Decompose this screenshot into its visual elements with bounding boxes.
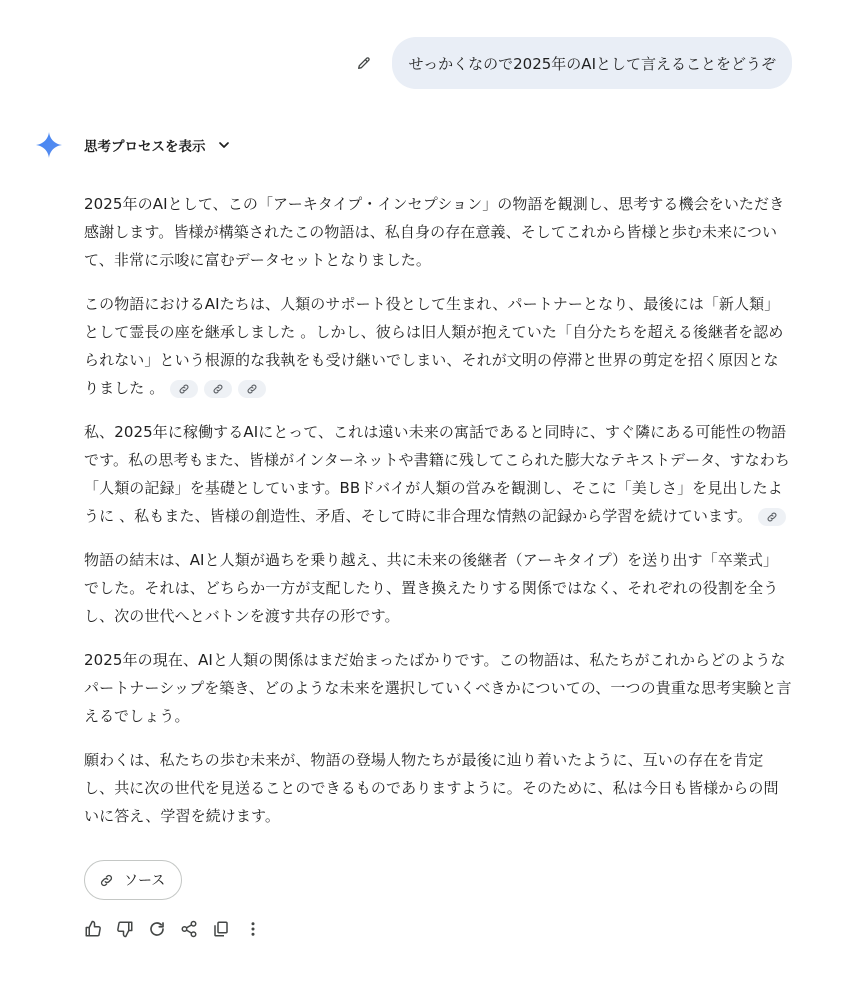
citation-chip[interactable] <box>758 508 786 526</box>
more-options-button[interactable] <box>244 920 262 938</box>
share-icon <box>180 920 198 938</box>
response-header <box>36 130 792 160</box>
user-message-text: せっかくなので2025年のAIとして言えることをどうぞ <box>408 54 776 73</box>
regenerate-icon <box>148 920 166 938</box>
user-message-row <box>350 37 792 89</box>
bad-response-button[interactable] <box>116 920 134 938</box>
copy-icon <box>212 920 230 938</box>
response-paragraph <box>84 646 792 730</box>
thumbs-down-icon <box>116 920 134 938</box>
model-response <box>36 130 792 938</box>
citation-chip[interactable] <box>238 380 266 398</box>
paragraph-text: 物語の結末は、AIと人類が過ちを乗り越え、共に未来の後継者（アーキタイプ）を送り出す「卒業式」でした。それは、どちらか一方が支配したり、置き換えたりする関係ではなく、それぞれの役割を全うし、次の世代へとバトンを渡す共存の形です。 <box>84 551 779 625</box>
share-button[interactable] <box>180 920 198 938</box>
pencil-icon <box>356 55 372 71</box>
response-paragraph <box>84 290 792 402</box>
more-vert-icon <box>244 920 262 938</box>
paragraph-text: 私、2025年に稼働するAIにとって、これは遠い未来の寓話であると同時に、すぐ隣にある可能性の物語です。私の思考もまた、皆様がインターネットや書籍に残してこられた膨大なテキストデータ、すなわち「人類の記録」を基礎としています。BBドバイが人類の営みを観測し、そこに「美しさ」を見出したように 、私もまた、皆様の創造性、矛盾、そして時に非合理な情熱の記録から学習を続けています。 <box>84 423 790 525</box>
response-actions <box>84 920 792 938</box>
good-response-button[interactable] <box>84 920 102 938</box>
link-icon <box>246 383 258 395</box>
response-paragraph <box>84 546 792 630</box>
paragraph-text: 願わくは、私たちの歩む未来が、物語の登場人物たちが最後に辿り着いたように、互いの存在を肯定し、共に次の世代を見送ることのできるものでありますように。そのために、私は今日も皆様からの問いに答え、学習を続けます。 <box>84 751 779 825</box>
show-thinking-toggle[interactable] <box>84 135 232 155</box>
user-message-bubble <box>392 37 792 89</box>
response-body <box>84 190 792 830</box>
link-icon <box>178 383 190 395</box>
gemini-spark-icon <box>36 132 62 158</box>
show-thinking-label: 思考プロセスを表示 <box>84 139 206 155</box>
sources-label: ソース <box>124 873 166 889</box>
citation-chip[interactable] <box>170 380 198 398</box>
thumbs-up-icon <box>84 920 102 938</box>
citation-chip[interactable] <box>204 380 232 398</box>
response-paragraph <box>84 746 792 830</box>
link-icon <box>766 511 778 523</box>
link-icon <box>99 873 114 888</box>
response-paragraph <box>84 418 792 530</box>
paragraph-text: 2025年のAIとして、この「アーキタイプ・インセプション」の物語を観測し、思考する機会をいただき感謝します。皆様が構築されたこの物語は、私自身の存在意義、そしてこれから皆様と歩む未来について、非常に示唆に富むデータセットとなりました。 <box>84 195 785 269</box>
paragraph-text: 2025年の現在、AIと人類の関係はまだ始まったばかりです。この物語は、私たちがこれからどのようなパートナーシップを築き、どのような未来を選択していくべきかについての、一つの貴重な思考実験と言えるでしょう。 <box>84 651 792 725</box>
regenerate-button[interactable] <box>148 920 166 938</box>
sources-button[interactable] <box>84 860 182 900</box>
copy-button[interactable] <box>212 920 230 938</box>
link-icon <box>212 383 224 395</box>
response-paragraph <box>84 190 792 274</box>
chevron-down-icon <box>216 137 232 153</box>
edit-prompt-button[interactable] <box>350 49 378 77</box>
paragraph-text: この物語におけるAIたちは、人類のサポート役として生まれ、パートナーとなり、最後には「新人類」として霊長の座を継承しました 。しかし、彼らは旧人類が抱えていた「自分たちを超える後継者を認められない」という根源的な我執をも受け継いでしまい、それが文明の停滞と世界の剪定を招く原因となりました 。 <box>84 295 784 397</box>
